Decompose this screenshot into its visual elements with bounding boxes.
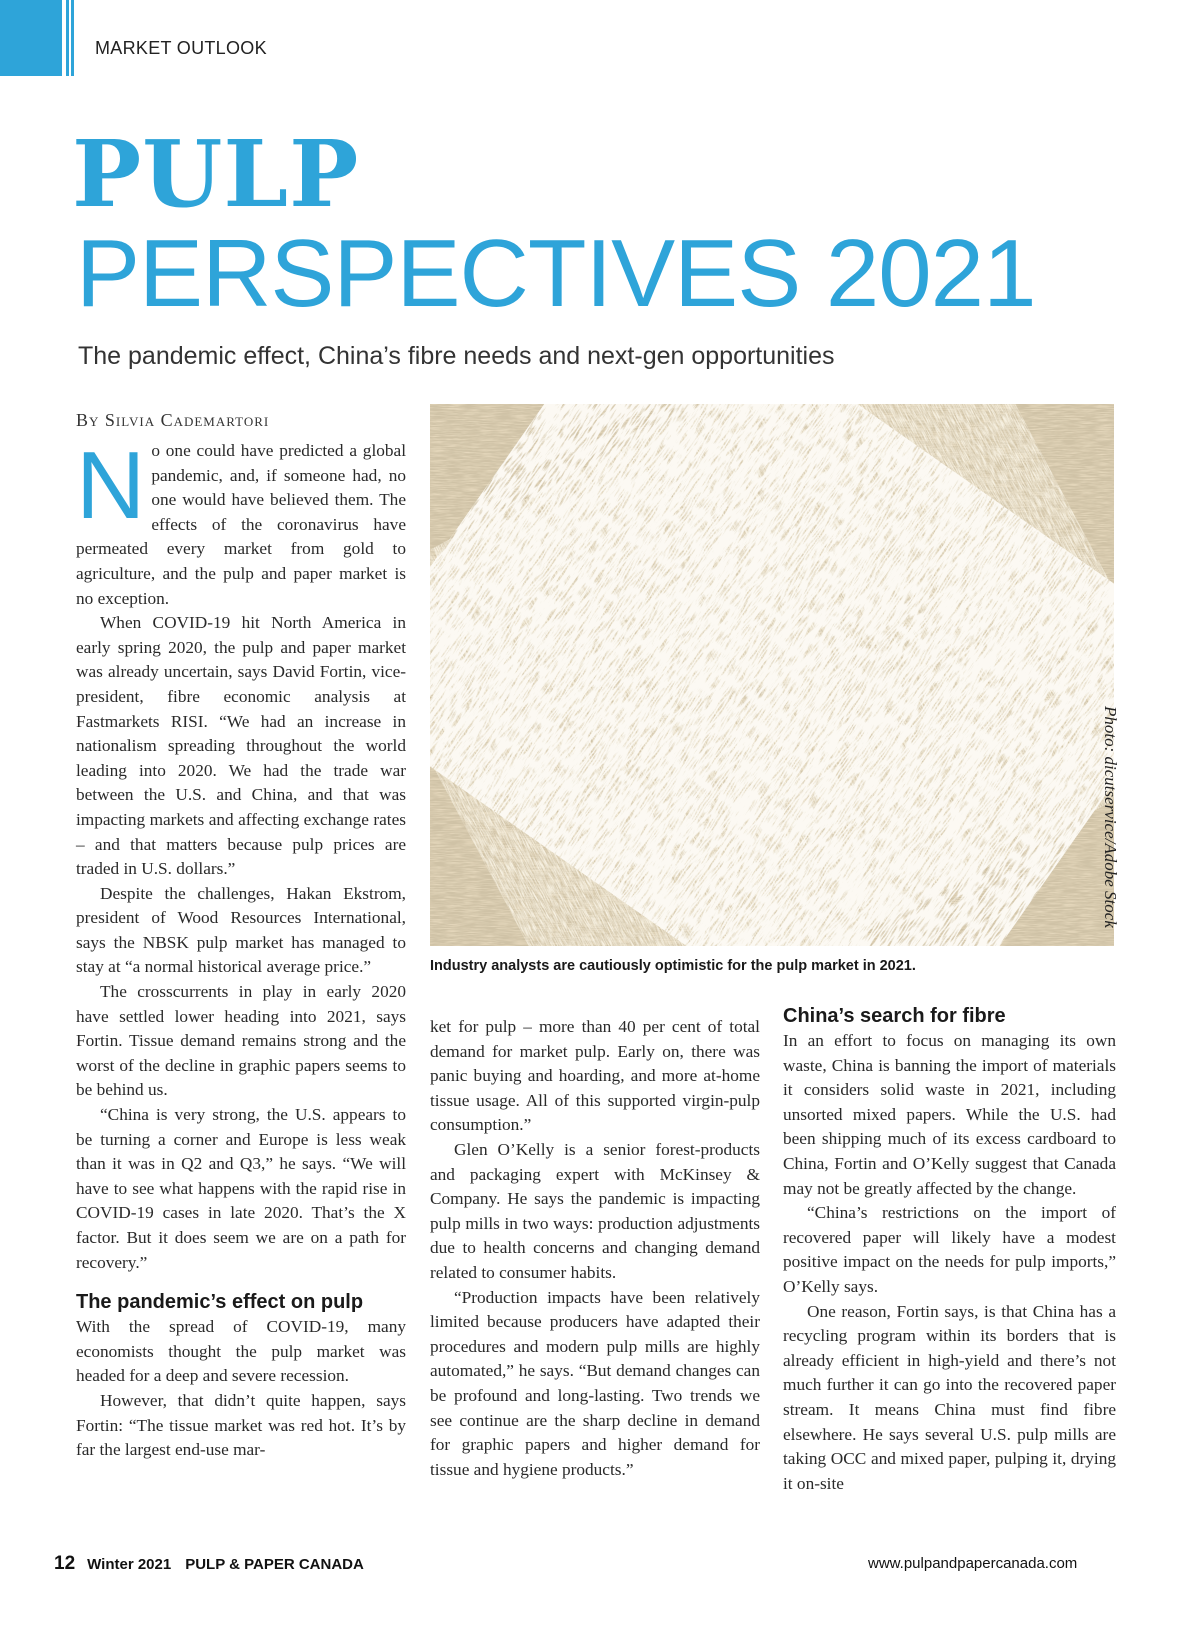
pulp-fibre-image bbox=[430, 404, 1114, 946]
drop-cap: N bbox=[76, 432, 146, 539]
paragraph: “China is very strong, the U.S. appears to be turning a corner and Europe is less weak than it was in Q2 and Q3,” he says. “We will have to see what happens with the rapid rise in COVID-19 cases in late 2020. That’s the X factor. But it does seem we are on a path for recovery.” bbox=[76, 1105, 406, 1272]
page-footer bbox=[54, 1553, 364, 1575]
pulp-fibre-photo bbox=[430, 404, 1114, 946]
photo-caption: Industry analysts are cautiously optimistic for the pulp market in 2021. bbox=[430, 958, 916, 974]
paragraph: “China’s restrictions on the import of recovered paper will likely have a modest positive impact on the needs for pulp imports,” O’Kelly says. bbox=[783, 1203, 1116, 1296]
paragraph: “Production impacts have been relatively limited because producers have adapted their procedures and modern pulp mills are highly automated,” he says. “But demand changes can be profound and long-lasting. Two trends we see continue are the sharp decline in demand for graphic papers and higher demand for tissue and hygiene products.” bbox=[430, 1287, 760, 1479]
paragraph: ket for pulp – more than 40 per cent of total demand for market pulp. Early on, there was panic buying and hoarding, and more at-home tissue usage. All of this supported virgin-pulp consumption.” bbox=[430, 1017, 760, 1135]
photo-credit: Photo: dicutservice/Adobe Stock bbox=[1101, 706, 1120, 928]
paragraph: However, that didn’t quite happen, says Fortin: “The tissue market was red hot. It’s by far the largest end-use mar- bbox=[76, 1390, 406, 1460]
article-column-3 bbox=[783, 1005, 1116, 1496]
header-rule bbox=[66, 0, 69, 76]
header-rule bbox=[71, 0, 74, 76]
paragraph: One reason, Fortin says, is that China has a recycling program within its borders that is already efficient in high-yield and there’s not much further it can go into the recovered paper stream. It means China must find fibre elsewhere. He says several U.S. pulp mills are taking OCC and mixed paper, pulping it, drying it on-site bbox=[783, 1301, 1116, 1493]
magazine-name: PULP & PAPER CANADA bbox=[185, 1556, 364, 1573]
subheading: The pandemic’s effect on pulp bbox=[76, 1291, 364, 1314]
section-label: MARKET OUTLOOK bbox=[95, 38, 267, 58]
article-column-2 bbox=[430, 1015, 760, 1482]
paragraph: The crosscurrents in play in early 2020 have settled lower heading into 2021, says Fortin. Tissue demand remains strong and the worst of the decline in graphic papers seems to be behind us. bbox=[76, 982, 406, 1100]
byline: By Silvia Cademartori bbox=[76, 410, 270, 430]
article-column-1 bbox=[76, 432, 406, 1463]
paragraph: When COVID-19 hit North America in early spring 2020, the pulp and paper market was already uncertain, says David Fortin, vice-president, fibre economic analysis at Fastmarkets RISI. “We had an increase in nationalism spreading throughout the world leading into 2020. We had the trade war between the U.S. and China, and that was impacting markets and affecting exchange rates – and that matters because pulp prices are traded in U.S. dollars.” bbox=[76, 613, 406, 879]
paragraph: With the spread of COVID-19, many economists thought the pulp market was headed for a deep and severe recession. bbox=[76, 1317, 406, 1386]
paragraph: In an effort to focus on managing its own waste, China is banning the import of materials it considers solid waste in 2021, including unsorted mixed papers. While the U.S. had been shipping much of its excess cardboard to China, Fortin and O’Kelly suggest that Canada may not be greatly affected by the change. bbox=[783, 1031, 1116, 1198]
issue-label: Winter 2021 bbox=[87, 1556, 172, 1573]
paragraph: Glen O’Kelly is a senior forest-products and packaging expert with McKinsey & Company. He says the pandemic is impacting pulp mills in two ways: production adjustments due to health concerns and changing demand related to consumer habits. bbox=[430, 1139, 760, 1282]
section-tab-block bbox=[0, 0, 62, 76]
paragraph: o one could have predicted a global pandemic, and, if someone had, no one would have believed them. The effects of the coronavirus have permeated every market from gold to agriculture, and the pulp and paper market is no exception. bbox=[76, 441, 406, 608]
subheading: China’s search for fibre bbox=[783, 1005, 1006, 1027]
headline-line-2: PERSPECTIVES 2021 bbox=[76, 220, 1036, 327]
deck-subtitle: The pandemic effect, China’s fibre needs and next-gen opportunities bbox=[78, 342, 835, 370]
paragraph: Despite the challenges, Hakan Ekstrom, president of Wood Resources International, says the NBSK pulp market has managed to stay at “a normal historical average price.” bbox=[76, 883, 406, 977]
headline-line-1: PULP bbox=[72, 120, 360, 228]
website-link[interactable]: www.pulpandpapercanada.com bbox=[868, 1555, 1078, 1572]
page-number: 12 bbox=[54, 1553, 76, 1574]
